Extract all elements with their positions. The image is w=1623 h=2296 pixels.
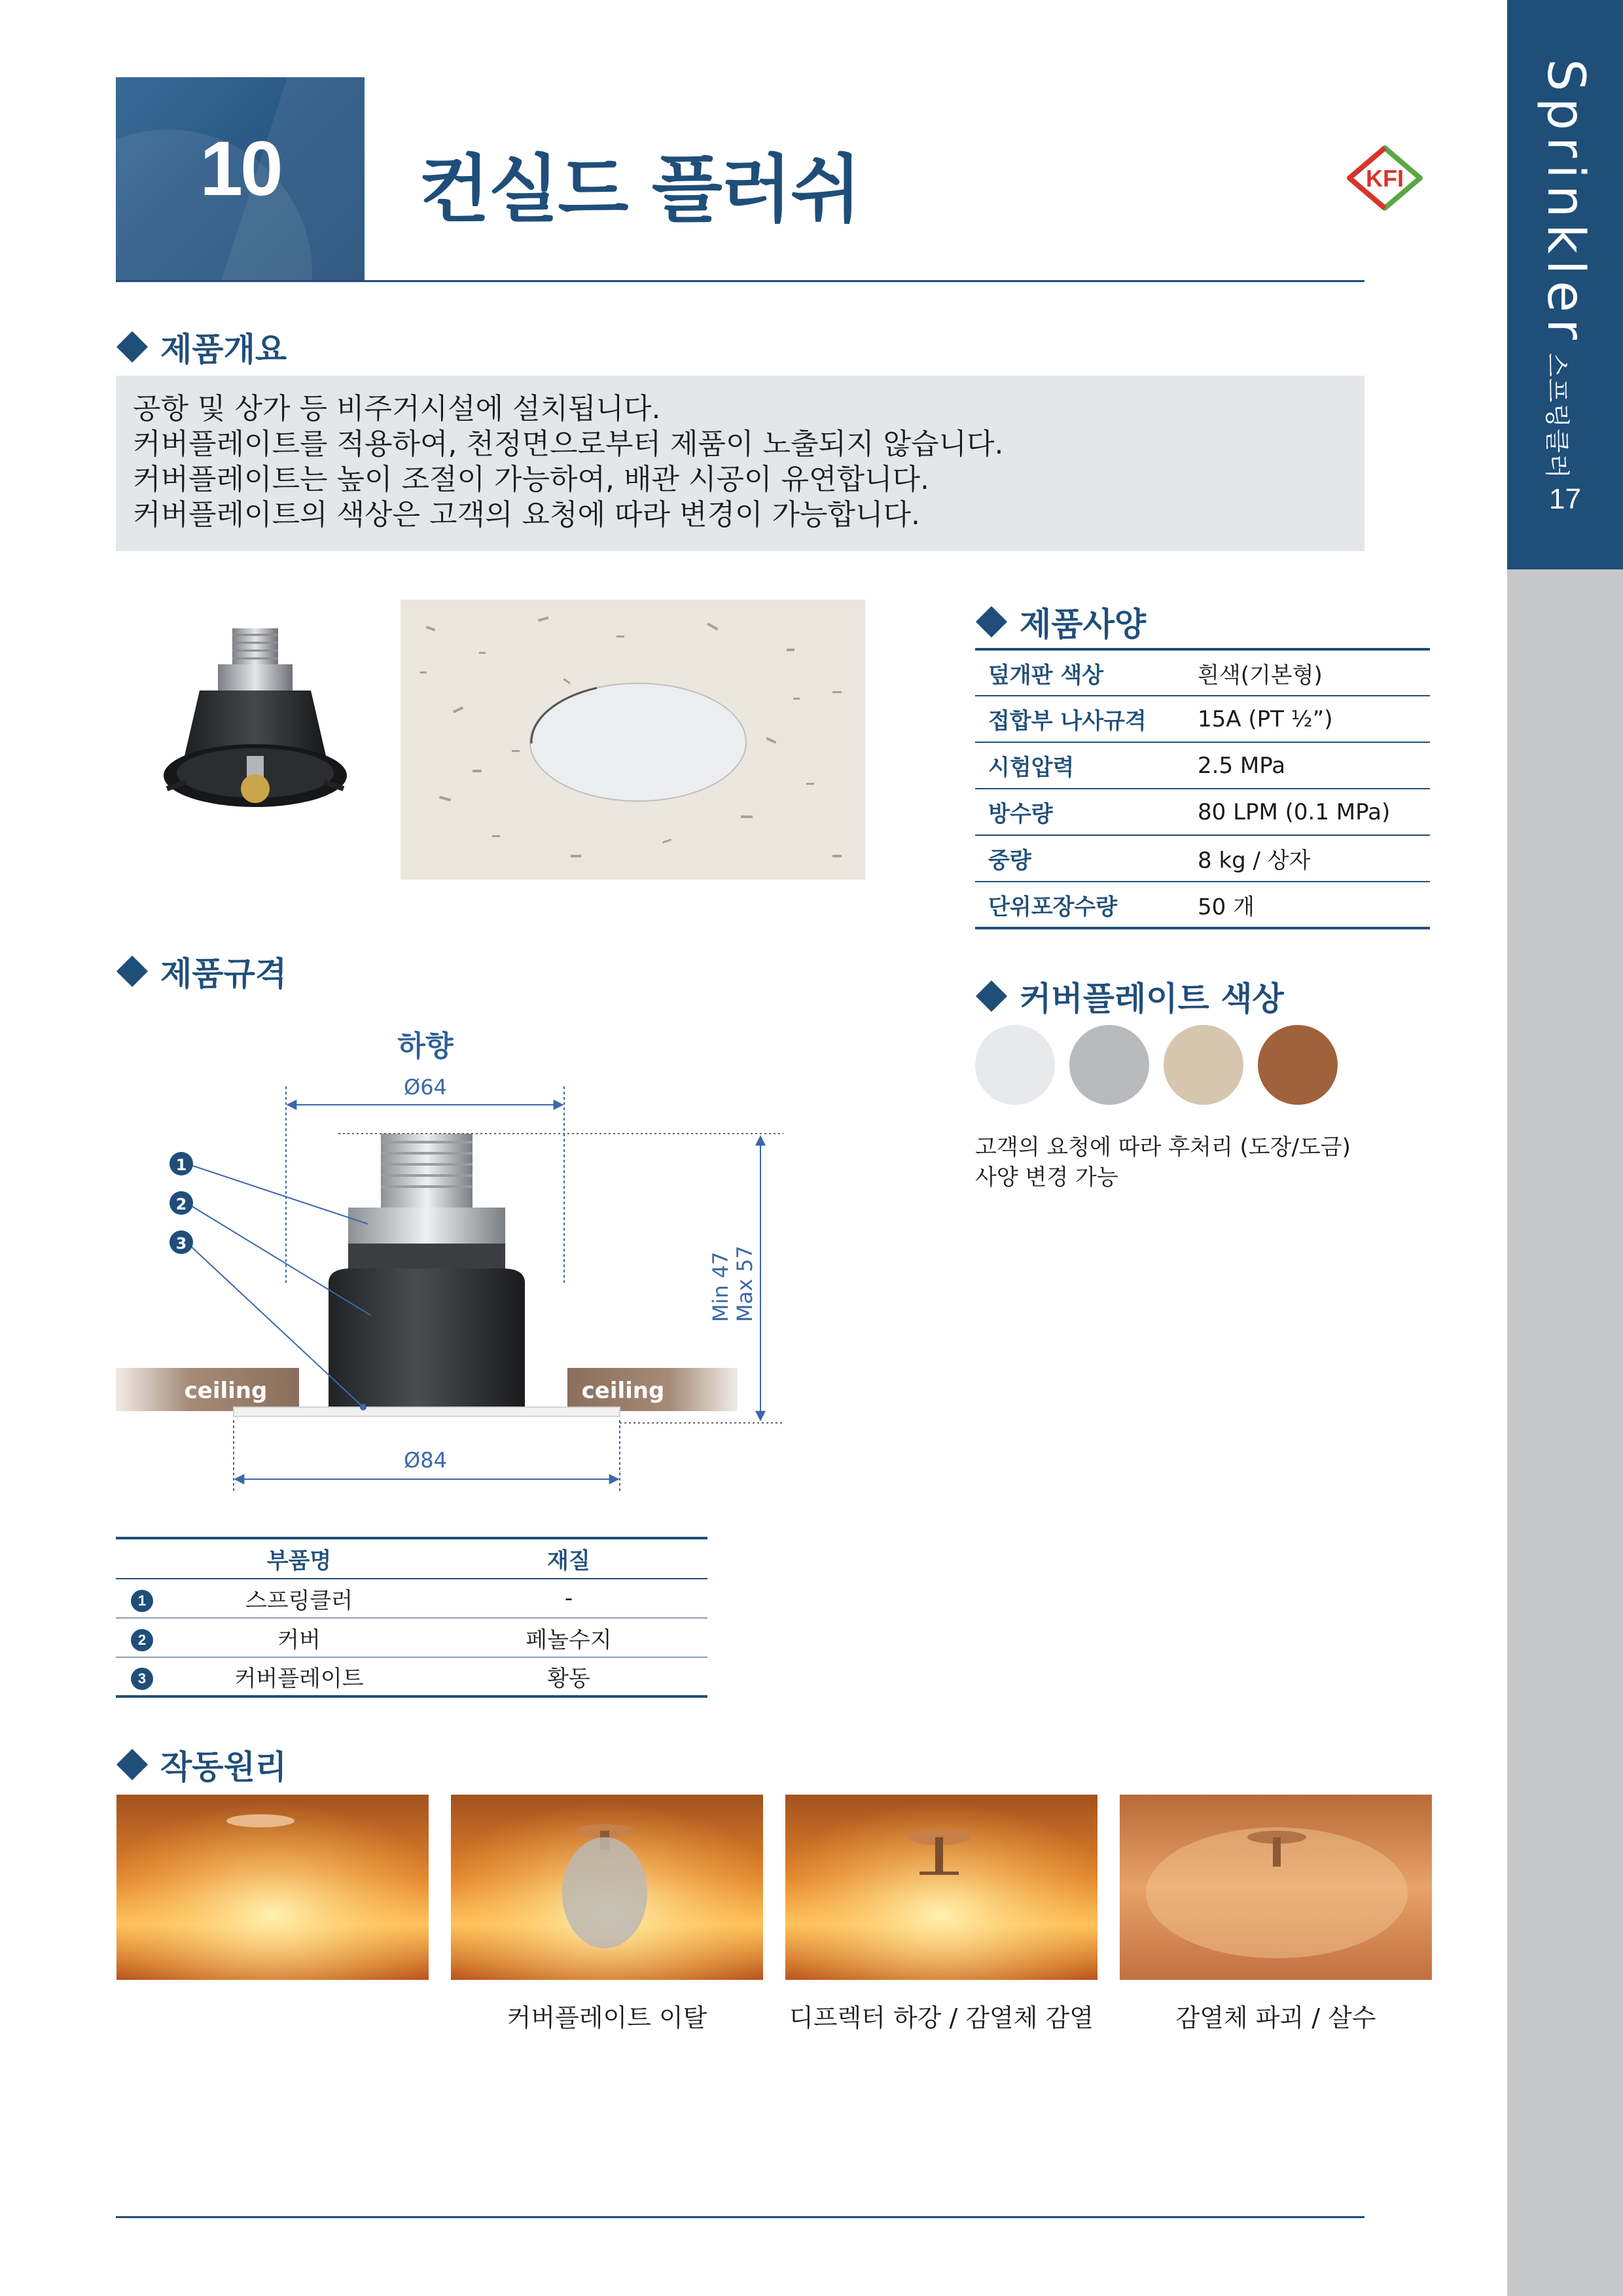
part-material: -: [430, 1579, 707, 1618]
part-name: 커버: [168, 1618, 430, 1657]
part-material: 페놀수지: [430, 1618, 707, 1657]
callout-number: 3: [175, 1234, 187, 1253]
color-note: [975, 1132, 1351, 1193]
top-diameter-label: Ø64: [404, 1075, 447, 1100]
part-number-badge: 2: [131, 1629, 153, 1651]
table-row: [975, 835, 1430, 882]
page-title: 컨실드 플러쉬: [419, 147, 861, 232]
height-max-label: Max 57: [732, 1245, 757, 1322]
fire-stage-2-image: [451, 1795, 763, 1980]
spec-key: 단위포장수량: [975, 882, 1185, 928]
spec-key: 중량: [975, 835, 1185, 882]
spec-value: 80 LPM (0.1 MPa): [1185, 789, 1430, 835]
side-band-gray: [1507, 569, 1623, 2296]
table-row: [975, 789, 1430, 835]
spec-value: 50 개: [1185, 882, 1430, 928]
overview-heading-text: 제품개요: [160, 331, 287, 368]
sprinkler-product-image: [134, 625, 376, 834]
parts-table: [116, 1537, 707, 1698]
kfi-badge-text: KFI: [1366, 165, 1404, 192]
footer-divider: [116, 2216, 1364, 2218]
spec-value: 2.5 MPa: [1185, 742, 1430, 789]
fire-stage-1-image: [116, 1795, 429, 1980]
dimension-drawing: [116, 1008, 823, 1505]
table-row: [116, 1618, 707, 1657]
principle-heading-text: 작동원리: [160, 1748, 287, 1786]
dimensions-heading-text: 제품규격: [160, 955, 287, 993]
diamond-bullet-icon: [116, 956, 148, 987]
table-row: [116, 1579, 707, 1618]
spec-key: 방수량: [975, 789, 1185, 835]
cover-plate: [234, 1407, 620, 1416]
spec-key: 시험압력: [975, 742, 1185, 789]
color-note-line: 고객의 요청에 따라 후처리 (도장/도금): [975, 1134, 1351, 1160]
part-name: 커버플레이트: [168, 1657, 430, 1696]
ceiling-label-right: ceiling: [581, 1378, 665, 1404]
color-swatch-white: [975, 1025, 1055, 1105]
colors-heading: [975, 973, 1284, 1020]
direction-label: 하향: [397, 1030, 454, 1063]
color-note-line: 사양 변경 가능: [975, 1164, 1118, 1191]
part-name: 스프링클러: [168, 1579, 430, 1618]
part-material: 황동: [430, 1657, 707, 1696]
table-row: [975, 696, 1430, 742]
side-subtitle: 스프링클러: [1542, 353, 1571, 480]
page-number: 17: [1549, 483, 1581, 515]
parts-col-material: 재질: [430, 1538, 707, 1579]
part-number-badge: 3: [131, 1668, 153, 1690]
table-row: [975, 742, 1430, 789]
callout-number: 2: [175, 1195, 187, 1213]
principle-caption-2: 커버플레이트 이탈: [507, 2003, 707, 2032]
diamond-bullet-icon: [116, 1749, 148, 1780]
color-swatch-copper: [1258, 1025, 1338, 1105]
color-swatches: [975, 1025, 1338, 1105]
overview-line: 공항 및 상가 등 비주거시설에 설치됩니다.: [133, 392, 661, 425]
overview-line: 커버플레이트를 적용하여, 천정면으로부터 제품이 노출되지 않습니다.: [133, 427, 1004, 461]
table-row: [116, 1657, 707, 1696]
section-number: 10: [200, 126, 281, 212]
fire-stage-3-image: [785, 1795, 1097, 1980]
principle-caption-4: 감열체 파괴 / 살수: [1175, 2003, 1376, 2032]
colors-heading-text: 커버플레이트 색상: [1020, 980, 1284, 1018]
principle-caption-3: 디프렉터 하강 / 감열체 감열: [789, 2003, 1094, 2032]
spec-key: 접합부 나사규격: [975, 696, 1185, 742]
principle-heading: [116, 1741, 287, 1788]
side-title-area: [1507, 59, 1623, 480]
part-number-badge: 1: [131, 1590, 153, 1612]
height-min-label: Min 47: [708, 1251, 733, 1322]
ceiling-installation-image: [401, 600, 865, 880]
spec-value: 8 kg / 상자: [1185, 835, 1430, 882]
spec-value: 흰색(기본형): [1185, 649, 1430, 696]
overview-box: [116, 376, 1364, 551]
dimensions-heading: [116, 948, 287, 995]
table-row: [975, 649, 1430, 696]
parts-col-name: 부품명: [168, 1538, 430, 1579]
overview-line: 커버플레이트의 색상은 고객의 요청에 따라 변경이 가능합니다.: [133, 498, 921, 531]
diamond-bullet-icon: [976, 606, 1007, 637]
side-title: [1536, 59, 1595, 480]
color-swatch-beige: [1164, 1025, 1243, 1105]
header-divider: [116, 280, 1364, 282]
bottom-diameter-label: Ø84: [404, 1448, 447, 1473]
overview-heading: [116, 323, 287, 370]
ceiling-label-left: ceiling: [184, 1378, 268, 1404]
callout-number: 1: [175, 1156, 187, 1174]
fire-stage-4-image: [1120, 1795, 1432, 1980]
side-title-text: Sprinkler: [1535, 59, 1595, 347]
diamond-bullet-icon: [116, 331, 148, 363]
spec-value: 15A (PT ½”): [1185, 696, 1430, 742]
kfi-certification-logo: [1347, 145, 1423, 211]
overview-line: 커버플레이트는 높이 조절이 가능하여, 배관 시공이 유연합니다.: [133, 463, 929, 496]
spec-table: [975, 648, 1430, 929]
spec-key: 덮개판 색상: [975, 649, 1185, 696]
specs-heading-text: 제품사양: [1020, 605, 1147, 643]
specs-heading: [975, 598, 1146, 645]
parts-col-number: [116, 1538, 168, 1579]
table-row: [975, 882, 1430, 928]
cover-body: [329, 1268, 525, 1407]
color-swatch-gray: [1069, 1025, 1149, 1105]
diamond-bullet-icon: [976, 980, 1007, 1012]
table-header-row: [116, 1538, 707, 1579]
